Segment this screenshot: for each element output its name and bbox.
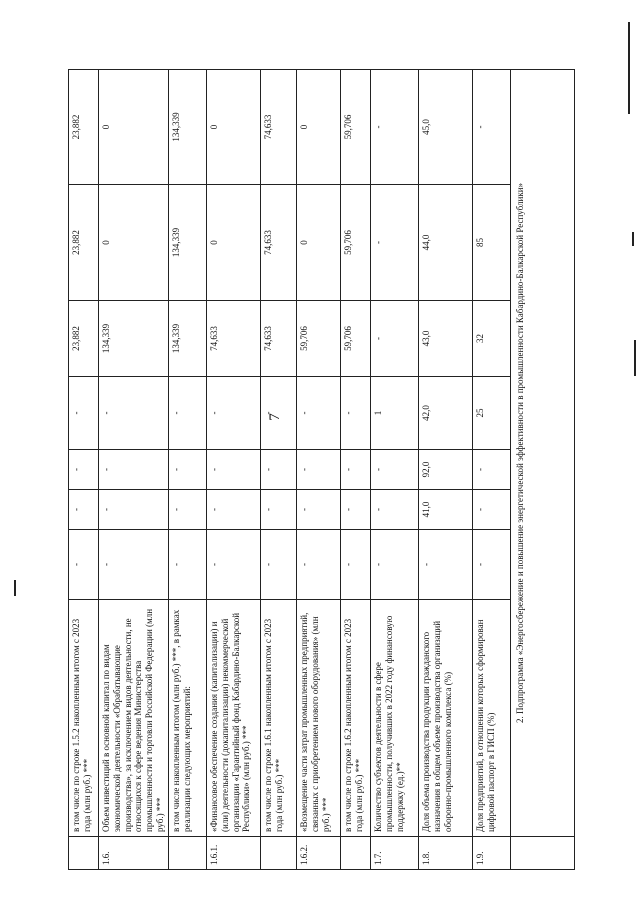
row-value: - xyxy=(207,490,261,530)
row-number xyxy=(511,837,575,870)
row-value: 0 xyxy=(297,185,341,301)
row-value: 134,339 xyxy=(169,185,207,301)
row-value: 59,706 xyxy=(341,70,371,185)
table-row xyxy=(371,70,419,870)
row-value: 74,633 xyxy=(261,301,297,377)
table-row xyxy=(99,70,169,870)
row-value: 23,882 xyxy=(69,301,99,377)
row-value: - xyxy=(169,530,207,600)
row-value: - xyxy=(473,530,511,600)
row-description: в том числе по строке 1.6.1 накопленным итогом с 2023 года (млн руб.) *** xyxy=(261,600,297,837)
row-value: - xyxy=(261,377,297,450)
row-value: - xyxy=(169,450,207,490)
row-number: 1.6.2. xyxy=(297,837,341,870)
table-row xyxy=(473,70,511,870)
row-value: 59,706 xyxy=(341,185,371,301)
table-row xyxy=(419,70,473,870)
row-value: - xyxy=(297,490,341,530)
row-value: - xyxy=(473,490,511,530)
row-value: 74,633 xyxy=(207,301,261,377)
row-value: - xyxy=(99,490,169,530)
row-value: - xyxy=(297,450,341,490)
row-value: 74,633 xyxy=(261,185,297,301)
table-row xyxy=(69,70,99,870)
row-value: 1 xyxy=(371,377,419,450)
row-value: - xyxy=(99,377,169,450)
row-value: - xyxy=(341,530,371,600)
row-value: - xyxy=(371,450,419,490)
row-number xyxy=(261,837,297,870)
row-value: - xyxy=(297,530,341,600)
indicators-table xyxy=(68,69,575,870)
rotated-page-content xyxy=(68,70,590,870)
row-number: 1.8. xyxy=(419,837,473,870)
row-description: Объем инвестиций в основной капитал по видам экономической деятельности «Обрабатывающие производства», за исключением видов деятельности, не относящихся к сфере ведения Министерства промышленности и торговли Российской Федерации (млн руб.) *** xyxy=(99,600,169,837)
row-value: - xyxy=(371,490,419,530)
row-value: - xyxy=(99,450,169,490)
row-value: - xyxy=(69,377,99,450)
scan-mark xyxy=(632,232,634,246)
row-value: - xyxy=(69,490,99,530)
row-value: 59,706 xyxy=(297,301,341,377)
row-value: - xyxy=(371,70,419,185)
row-description: в том числе накопленным итогом (млн руб.) ***, в рамках реализации следующих мероприятий: xyxy=(169,600,207,837)
row-value: 32 xyxy=(473,301,511,377)
row-value: - xyxy=(69,530,99,600)
row-value: 134,339 xyxy=(169,301,207,377)
row-description: Доля предприятий, в отношении которых сформирован цифровой паспорт в ГИСП (%) xyxy=(473,600,511,837)
row-description: «Возмещение части затрат промышленных предприятий, связанных с приобретением нового оборудования» (млн руб.) *** xyxy=(297,600,341,837)
row-value: - xyxy=(419,530,473,600)
row-value: 134,339 xyxy=(99,301,169,377)
row-value: 42,0 xyxy=(419,377,473,450)
row-value: 92,0 xyxy=(419,450,473,490)
row-value: - xyxy=(99,530,169,600)
row-description: Доля объема производства продукции гражданского назначения в общем объеме производства организаций оборонно-промышленного комплекса (%) xyxy=(419,600,473,837)
row-value: - xyxy=(473,70,511,185)
row-value: - xyxy=(261,490,297,530)
row-value: 41,0 xyxy=(419,490,473,530)
row-number: 1.6.1. xyxy=(207,837,261,870)
scan-mark xyxy=(634,340,636,376)
row-value: 0 xyxy=(99,70,169,185)
section-row xyxy=(511,70,575,870)
row-value: - xyxy=(69,450,99,490)
row-number xyxy=(69,837,99,870)
scan-mark xyxy=(14,580,16,596)
row-description: Количество субъектов деятельности в сфере промышленности, получивших в 2022 году финансовую поддержку (ед.)** xyxy=(371,600,419,837)
row-value: - xyxy=(473,450,511,490)
row-value: - xyxy=(261,450,297,490)
row-value: 0 xyxy=(297,70,341,185)
row-value: - xyxy=(341,490,371,530)
page-number: 7 xyxy=(267,413,283,421)
row-number: 1.9. xyxy=(473,837,511,870)
row-value: - xyxy=(297,377,341,450)
table-row xyxy=(169,70,207,870)
row-value: - xyxy=(371,530,419,600)
row-number: 1.6. xyxy=(99,837,169,870)
row-value: - xyxy=(169,490,207,530)
table-row xyxy=(297,70,341,870)
table-row xyxy=(261,70,297,870)
row-value: 0 xyxy=(99,185,169,301)
row-value: 25 xyxy=(473,377,511,450)
row-value: - xyxy=(169,377,207,450)
row-number xyxy=(169,837,207,870)
row-value: 23,882 xyxy=(69,185,99,301)
row-number: 1.7. xyxy=(371,837,419,870)
row-value: - xyxy=(207,530,261,600)
row-value: 43,0 xyxy=(419,301,473,377)
row-value: - xyxy=(341,450,371,490)
row-description: в том числе по строке 1.5.2 накопленным итогом с 2023 года (млн руб.) *** xyxy=(69,600,99,837)
row-number xyxy=(341,837,371,870)
row-value: - xyxy=(341,377,371,450)
table-row xyxy=(207,70,261,870)
row-value: 59,706 xyxy=(341,301,371,377)
row-value: 0 xyxy=(207,70,261,185)
row-value: 45,0 xyxy=(419,70,473,185)
row-value: - xyxy=(207,377,261,450)
table-row xyxy=(341,70,371,870)
row-value: - xyxy=(371,301,419,377)
row-value: 0 xyxy=(207,185,261,301)
scan-mark xyxy=(628,22,630,114)
row-value: 85 xyxy=(473,185,511,301)
row-value: 134,339 xyxy=(169,70,207,185)
row-value: - xyxy=(207,450,261,490)
row-description: «Финансовое обеспечение создания (капитализации) и (или) деятельности (докапитализации) некоммерческой организации «Гарантийный фонд Кабардино-Балкарской Республики» (млн руб.) *** xyxy=(207,600,261,837)
row-value: 74,633 xyxy=(261,70,297,185)
section-heading: 2. Подпрограмма «Энергосбережение и повышение энергетической эффективности в промышленности Кабардино-Балкарской Республики» xyxy=(511,70,575,837)
row-value: 23,882 xyxy=(69,70,99,185)
row-value: 44,0 xyxy=(419,185,473,301)
row-value: - xyxy=(261,530,297,600)
row-description: в том числе по строке 1.6.2 накопленным итогом с 2023 года (млн руб.) *** xyxy=(341,600,371,837)
row-value: - xyxy=(371,185,419,301)
